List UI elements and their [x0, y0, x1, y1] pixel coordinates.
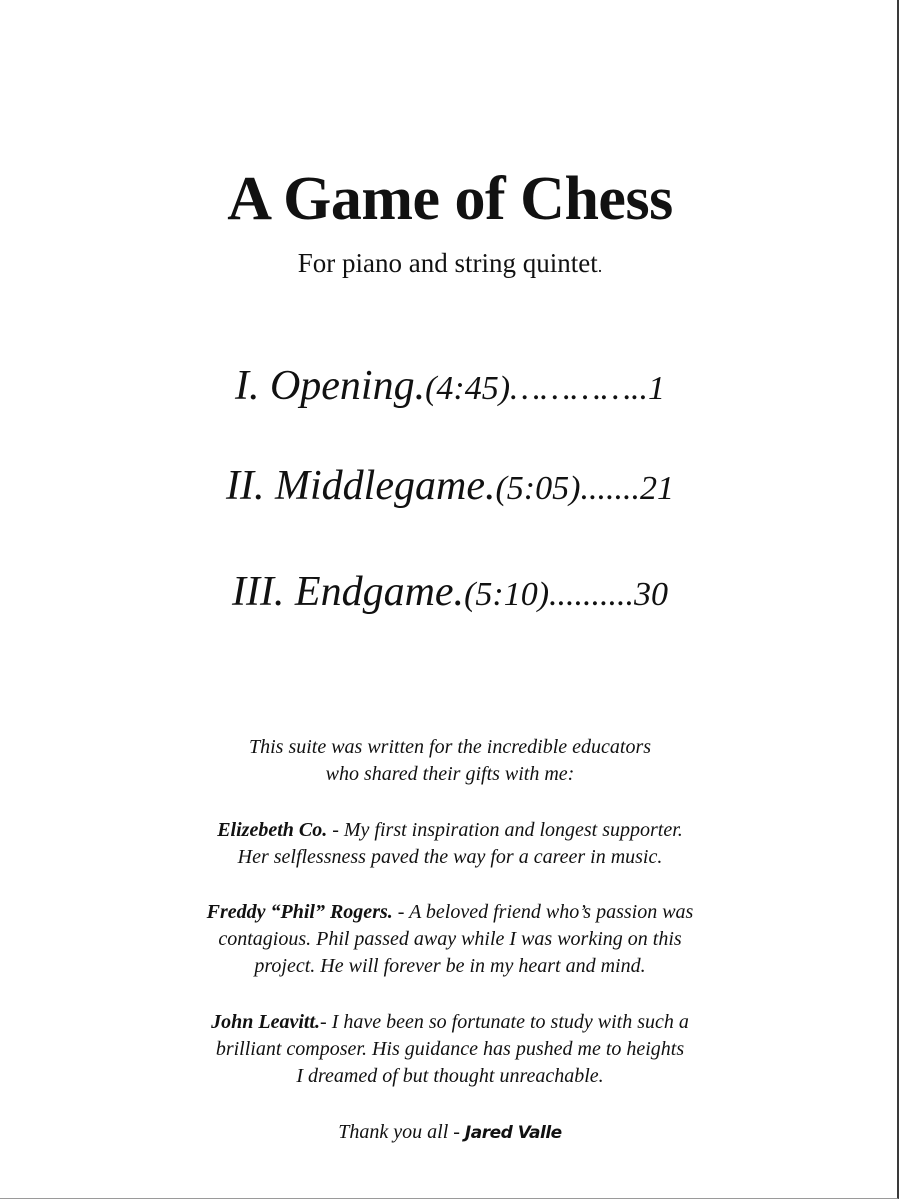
composer-signature: Jared Valle: [464, 1123, 562, 1143]
toc-page-number: 21: [639, 470, 674, 507]
dedication-intro-line: who shared their gifts with me:: [325, 763, 575, 785]
educator-name: Elizebeth Co.: [217, 819, 328, 841]
dedication-line: [0, 817, 900, 844]
toc-leader-dots: ..........: [549, 576, 635, 613]
toc-movement-title: III. Endgame.: [231, 569, 465, 615]
closing-thanks: [0, 1119, 900, 1147]
dedication-freddy-rogers: [0, 899, 900, 980]
dedication-line: [0, 899, 900, 926]
subtitle-text: For piano and string quintet: [297, 248, 598, 278]
dedication-line: brilliant composer. His guidance has pushed me to heights: [215, 1038, 685, 1060]
subtitle: [0, 248, 900, 279]
dedication-elizebeth-co: [0, 817, 900, 871]
dedication-intro: [0, 734, 900, 788]
toc-movement-title: II. Middlegame.: [226, 463, 496, 509]
dedication-text: - I have been so fortunate to study with such a: [320, 1011, 689, 1033]
dedication-john-leavitt: [0, 1009, 900, 1090]
dedication-line: project. He will forever be in my heart and mind.: [254, 955, 646, 977]
toc-entry-endgame: [0, 568, 900, 616]
toc-page-number: 1: [648, 370, 666, 407]
subtitle-period: .: [597, 256, 603, 276]
toc-movement-title: I. Opening.: [234, 363, 426, 409]
dedication-text: - My first inspiration and longest supporter.: [327, 819, 683, 841]
toc-leader-dots: …………..: [510, 370, 649, 407]
toc-duration: (5:10): [464, 576, 550, 613]
toc-duration: (4:45): [425, 370, 511, 407]
dedication-line: I dreamed of but thought unreachable.: [296, 1065, 604, 1087]
dedication-line: [0, 1009, 900, 1036]
toc-duration: (5:05): [495, 470, 581, 507]
toc-leader-dots: .......: [580, 470, 640, 507]
dedication-line: contagious. Phil passed away while I was working on this: [218, 928, 682, 950]
dedication-line: Her selflessness paved the way for a career in music.: [237, 846, 663, 868]
toc-entry-middlegame: [0, 462, 900, 510]
educator-name: Freddy “Phil” Rogers.: [206, 901, 393, 923]
page-title: A Game of Chess: [227, 165, 673, 233]
dedication-intro-line: This suite was written for the incredible educators: [248, 736, 652, 758]
closing-text: Thank you all -: [338, 1121, 465, 1143]
dedication-text: - A beloved friend who’s passion was: [392, 901, 694, 923]
toc-entry-opening: [0, 362, 900, 410]
toc-page-number: 30: [634, 576, 669, 613]
educator-name: John Leavitt.: [211, 1011, 321, 1033]
